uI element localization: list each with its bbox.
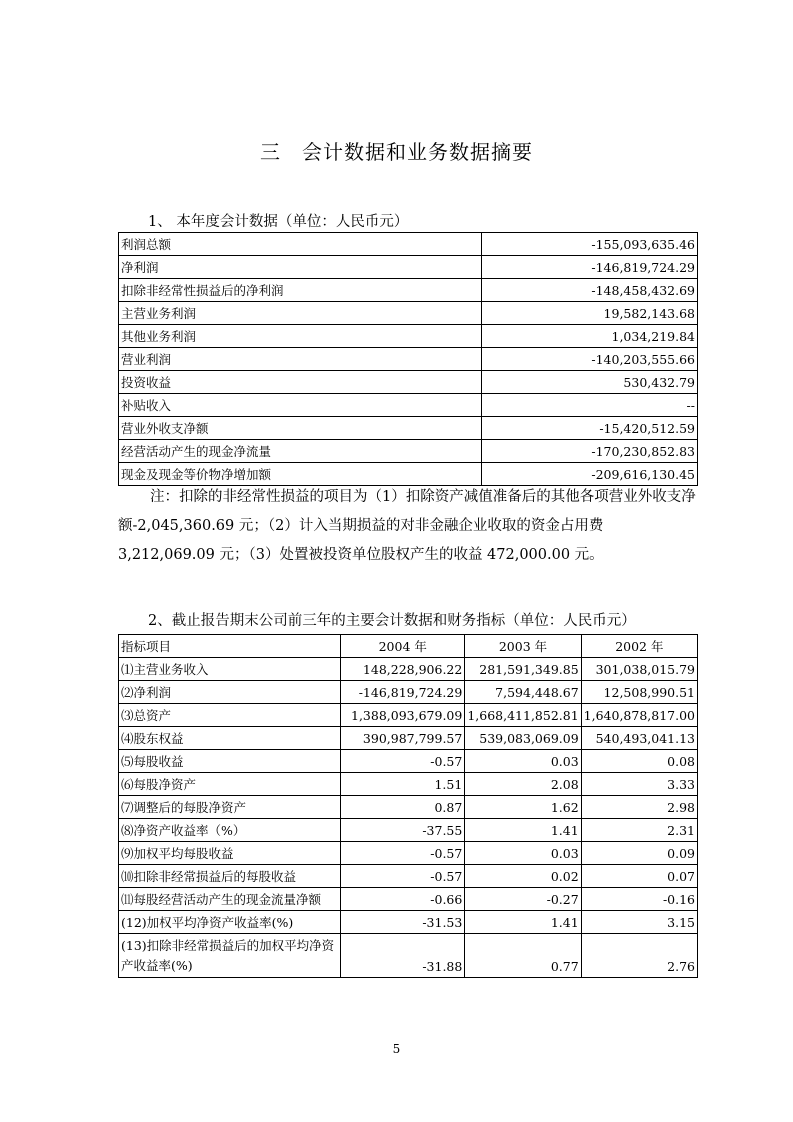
value-2003: 1.41 (465, 819, 581, 842)
page-title: 三 会计数据和业务数据摘要 (260, 140, 533, 164)
column-header: 2002 年 (581, 635, 697, 658)
indicator-label: ⑾每股经营活动产生的现金流量净额 (119, 888, 341, 911)
value-2004: -37.55 (341, 819, 465, 842)
value-2002: 0.07 (581, 865, 697, 888)
row-label: 投资收益 (119, 371, 482, 394)
value-2002: 540,493,041.13 (581, 727, 697, 750)
value-2002: 1,640,878,817.00 (581, 704, 697, 727)
section2-heading: 2、截止报告期末公司前三年的主要会计数据和财务指标（单位：人民币元） (148, 613, 636, 629)
table-row (119, 911, 698, 934)
indicator-label: ⑺调整后的每股净资产 (119, 796, 341, 819)
table-header-row (119, 635, 698, 658)
value-2004: 390,987,799.57 (341, 727, 465, 750)
value-2003: 539,083,069.09 (465, 727, 581, 750)
table-row (119, 773, 698, 796)
table-row (119, 256, 698, 279)
value-2002: 0.09 (581, 842, 697, 865)
value-2002: 2.76 (581, 934, 697, 978)
row-value: 19,582,143.68 (482, 302, 698, 325)
value-2002: 2.98 (581, 796, 697, 819)
row-label: 净利润 (119, 256, 482, 279)
value-2003: 0.77 (465, 934, 581, 978)
value-2002: 3.33 (581, 773, 697, 796)
value-2003: 7,594,448.67 (465, 681, 581, 704)
table-row (119, 440, 698, 463)
table-row (119, 888, 698, 911)
value-2004: -146,819,724.29 (341, 681, 465, 704)
row-label: 主营业务利润 (119, 302, 482, 325)
row-value: -140,203,555.66 (482, 348, 698, 371)
value-2004: -0.57 (341, 865, 465, 888)
table-row (119, 704, 698, 727)
value-2003: 2.08 (465, 773, 581, 796)
table-row (119, 842, 698, 865)
indicator-label: ⑻净资产收益率（%） (119, 819, 341, 842)
value-2004: -31.53 (341, 911, 465, 934)
indicator-label: ⑵净利润 (119, 681, 341, 704)
value-2004: -0.57 (341, 750, 465, 773)
table-row (119, 348, 698, 371)
row-value: -170,230,852.83 (482, 440, 698, 463)
row-label: 现金及现金等价物净增加额 (119, 463, 482, 486)
value-2004: 0.87 (341, 796, 465, 819)
page-number: 5 (392, 1042, 401, 1056)
row-label: 扣除非经常性损益后的净利润 (119, 279, 482, 302)
value-2002: 0.08 (581, 750, 697, 773)
value-2003: -0.27 (465, 888, 581, 911)
table-row (119, 796, 698, 819)
value-2002: 301,038,015.79 (581, 658, 697, 681)
value-2004: -31.88 (341, 934, 465, 978)
three-year-indicators-table (118, 634, 698, 978)
value-2004: -0.66 (341, 888, 465, 911)
indicator-label: ⑷股东权益 (119, 727, 341, 750)
row-value: -- (482, 394, 698, 417)
value-2002: 2.31 (581, 819, 697, 842)
row-value: -209,616,130.45 (482, 463, 698, 486)
section1-heading: 1、 本年度会计数据（单位：人民币元） (148, 214, 409, 230)
table-row (119, 658, 698, 681)
table-row (119, 279, 698, 302)
value-2003: 1.41 (465, 911, 581, 934)
table-row (119, 819, 698, 842)
table-row (119, 865, 698, 888)
value-2003: 1.62 (465, 796, 581, 819)
column-header: 2004 年 (341, 635, 465, 658)
value-2004: 1.51 (341, 773, 465, 796)
value-2004: 148,228,906.22 (341, 658, 465, 681)
value-2003: 0.02 (465, 865, 581, 888)
table-row (119, 233, 698, 256)
table-row (119, 934, 698, 978)
row-label: 营业利润 (119, 348, 482, 371)
value-2004: 1,388,093,679.09 (341, 704, 465, 727)
value-2002: 3.15 (581, 911, 697, 934)
table-row (119, 417, 698, 440)
value-2003: 281,591,349.85 (465, 658, 581, 681)
value-2003: 1,668,411,852.81 (465, 704, 581, 727)
column-header: 指标项目 (119, 635, 341, 658)
value-2002: -0.16 (581, 888, 697, 911)
indicator-label: ⑼加权平均每股收益 (119, 842, 341, 865)
indicator-label: ⑴主营业务收入 (119, 658, 341, 681)
indicator-label: (12)加权平均净资产收益率(%) (119, 911, 341, 934)
table-row (119, 750, 698, 773)
footnote: 注：扣除的非经常性损益的项目为（1）扣除资产减值准备后的其他各项营业外收支净额-2,045,360.69 元；（2）计入当期损益的对非金融企业收取的资金占用费 3,212,069.09 元；（3）处置被投资单位股权产生的收益 472,000.00 元。 (118, 489, 696, 563)
row-label: 补贴收入 (119, 394, 482, 417)
value-2003: 0.03 (465, 750, 581, 773)
table-row (119, 394, 698, 417)
annual-accounting-table (118, 232, 698, 486)
row-label: 利润总额 (119, 233, 482, 256)
row-value: -155,093,635.46 (482, 233, 698, 256)
value-2003: 0.03 (465, 842, 581, 865)
indicator-label: ⑶总资产 (119, 704, 341, 727)
row-value: 530,432.79 (482, 371, 698, 394)
row-label: 营业外收支净额 (119, 417, 482, 440)
table-row (119, 681, 698, 704)
row-value: -146,819,724.29 (482, 256, 698, 279)
row-label: 其他业务利润 (119, 325, 482, 348)
indicator-label: (13)扣除非经常损益后的加权平均净资产收益率(%) (119, 934, 341, 978)
indicator-label: ⑽扣除非经常损益后的每股收益 (119, 865, 341, 888)
table-row (119, 302, 698, 325)
row-value: -15,420,512.59 (482, 417, 698, 440)
value-2004: -0.57 (341, 842, 465, 865)
table-row (119, 727, 698, 750)
value-2002: 12,508,990.51 (581, 681, 697, 704)
column-header: 2003 年 (465, 635, 581, 658)
row-value: 1,034,219.84 (482, 325, 698, 348)
indicator-label: ⑸每股收益 (119, 750, 341, 773)
indicator-label: ⑹每股净资产 (119, 773, 341, 796)
table-row (119, 325, 698, 348)
table-row (119, 371, 698, 394)
row-value: -148,458,432.69 (482, 279, 698, 302)
row-label: 经营活动产生的现金净流量 (119, 440, 482, 463)
